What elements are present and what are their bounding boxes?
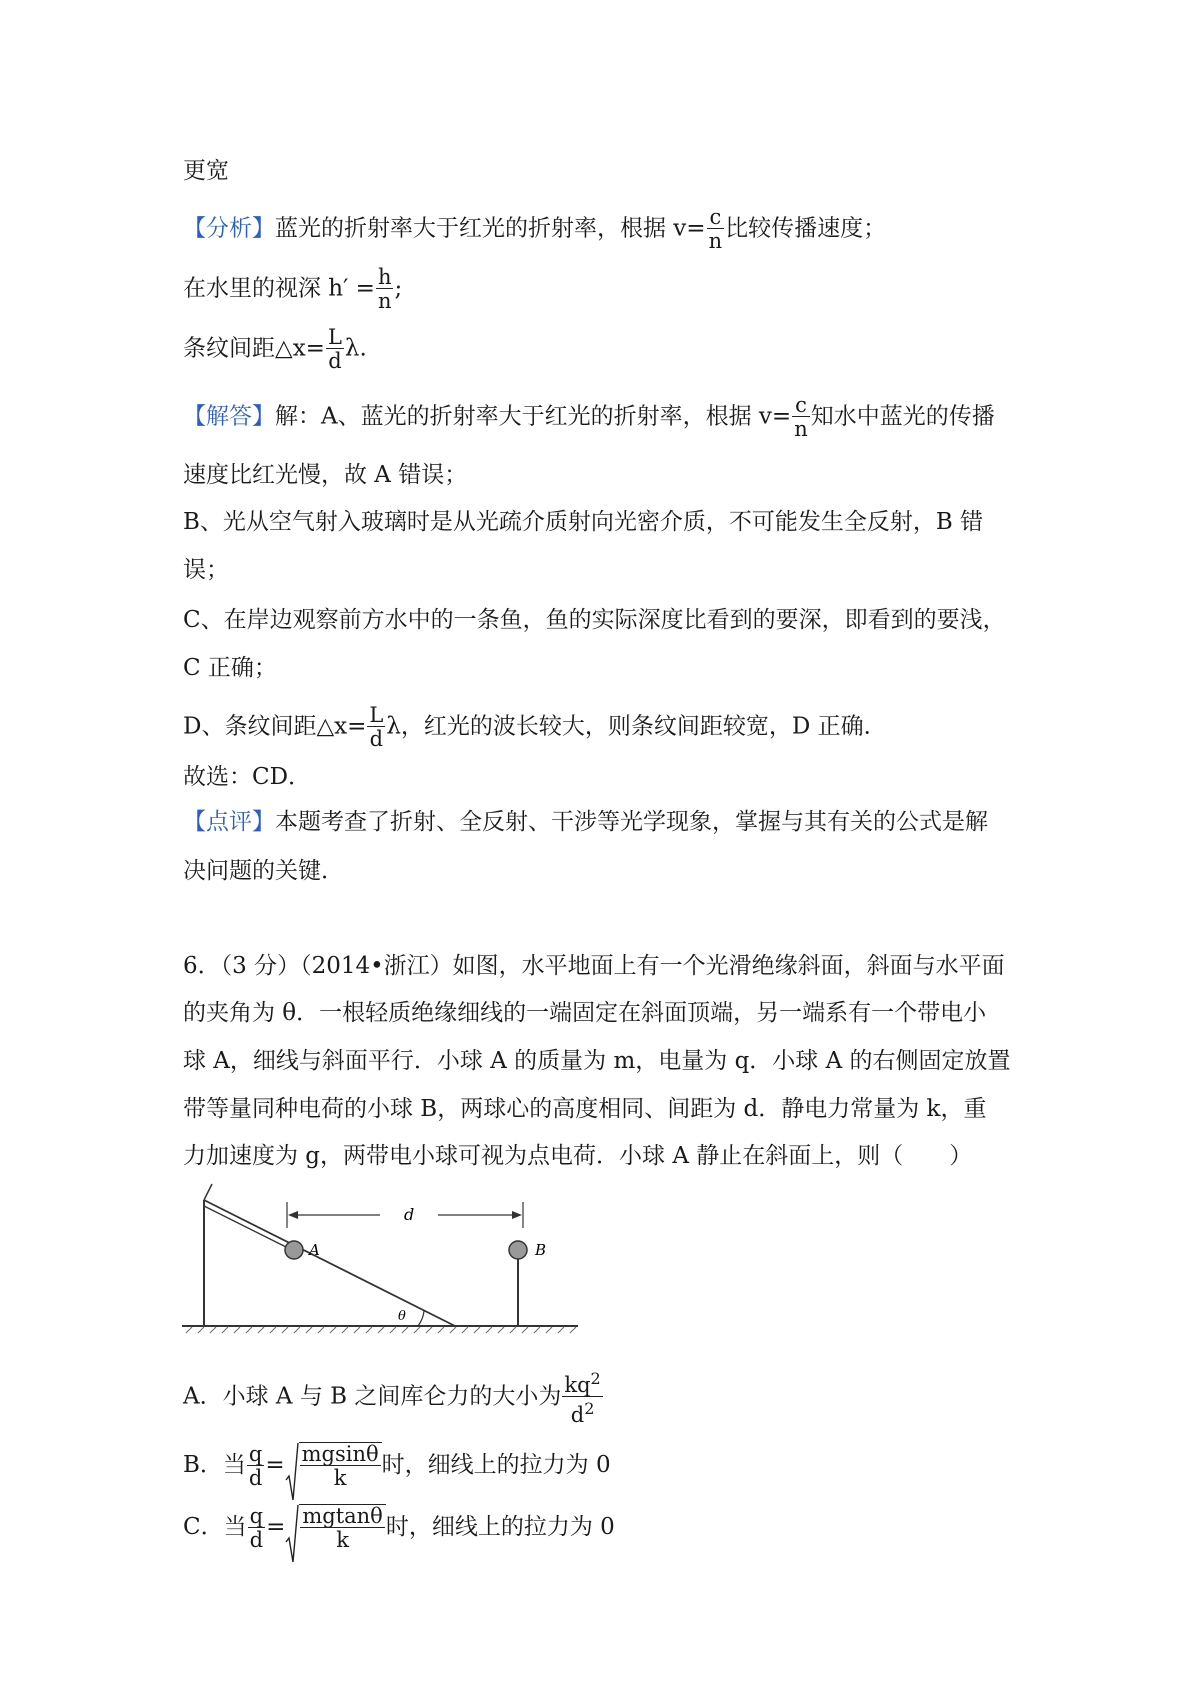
- sqrt: $\frac{mgtan\theta}{k}$: [285, 1504, 385, 1552]
- text-line: 误；: [183, 557, 229, 583]
- fraction: $\frac{kq^2}{d^2}$: [564, 1369, 601, 1427]
- fraction: $\frac{c}{n}$: [708, 205, 723, 253]
- sqrt: $\frac{mgsin\theta}{k}$: [285, 1442, 382, 1490]
- fraction: $\frac{q}{d}$: [248, 1441, 263, 1490]
- label-theta: θ: [398, 1309, 406, 1324]
- question-line: 力加速度为 g，两带电小球可视为点电荷．小球 A 静止在斜面上，则（ ）: [183, 1143, 973, 1169]
- question-line: 球 A，细线与斜面平行．小球 A 的质量为 m，电量为 q．小球 A 的右侧固定放置: [183, 1048, 1011, 1074]
- fraction: $\frac{L}{d}$: [369, 703, 384, 751]
- ball-b: [509, 1241, 527, 1259]
- incline-figure: [180, 1180, 600, 1335]
- label-d: d: [404, 1205, 415, 1224]
- text-line: B、光从空气射入玻璃时是从光疏介质射向光密介质，不可能发生全反射，B 错: [183, 509, 984, 535]
- text-line: C、在岸边观察前方水中的一条鱼，鱼的实际深度比看到的要深，即看到的要浅，: [183, 607, 1006, 633]
- ball-a: [285, 1241, 303, 1259]
- fraction: $\frac{L}{d}$: [327, 325, 342, 373]
- option-c: C．当 $\frac{q}{d}$ = $\frac{mgtan\theta}{k}$ 时，细线上的拉力为 0: [183, 1504, 615, 1552]
- analysis-line: 【分析】蓝光的折射率大于红光的折射率，根据 v= $\frac{c}{n}$ 比较传播速度；: [183, 205, 887, 253]
- answer-tag: 【解答】: [183, 403, 275, 430]
- fraction: $\frac{c}{n}$: [794, 393, 808, 441]
- answer-line: 【解答】解：A、蓝光的折射率大于红光的折射率，根据 v= $\frac{c}{n}$ 知水中蓝光的传播: [183, 393, 995, 441]
- fraction: $\frac{q}{d}$: [249, 1503, 264, 1552]
- text-line: 故选：CD．: [183, 764, 312, 790]
- text-line: 更宽: [183, 158, 229, 184]
- option-b: B．当 $\frac{q}{d}$ = $\frac{mgsin\theta}{k}$ 时，细线上的拉力为 0: [183, 1442, 611, 1490]
- option-a: A．小球 A 与 B 之间库仑力的大小为 $\frac{kq^2}{d^2}$: [183, 1369, 601, 1427]
- comment-tag: 【点评】: [183, 809, 275, 835]
- text-line: D、条纹间距△x= $\frac{L}{d}$ λ，红光的波长较大，则条纹间距较宽，D 正确．: [183, 703, 887, 751]
- comment-line: 【点评】本题考查了折射、全反射、干涉等光学现象，掌握与其有关的公式是解: [183, 809, 988, 835]
- label-b: B: [535, 1241, 547, 1259]
- label-a: A: [309, 1241, 320, 1259]
- text-line: C 正确；: [183, 655, 277, 681]
- text-line: 条纹间距△x= $\frac{L}{d}$ λ.: [183, 325, 367, 373]
- question-line: 带等量同种电荷的小球 B，两球心的高度相同、间距为 d．静电力常量为 k，重: [183, 1096, 987, 1122]
- text-line: 速度比红光慢，故 A 错误；: [183, 462, 468, 488]
- incline-surface: [204, 1200, 455, 1326]
- question-line: 6．（3 分）（2014•浙江）如图，水平地面上有一个光滑绝缘斜面，斜面与水平面: [183, 953, 1005, 979]
- question-line: 的夹角为 θ．一根轻质绝缘细线的一端固定在斜面顶端，另一端系有一个带电小: [183, 1000, 987, 1026]
- text-line: 在水里的视深 h′ = $\frac{h}{n}$ ;: [183, 265, 403, 313]
- string-line: [204, 1206, 288, 1248]
- text-line: 决问题的关键．: [183, 858, 344, 884]
- fraction: $\frac{h}{n}$: [377, 265, 392, 313]
- analysis-tag: 【分析】: [183, 215, 275, 242]
